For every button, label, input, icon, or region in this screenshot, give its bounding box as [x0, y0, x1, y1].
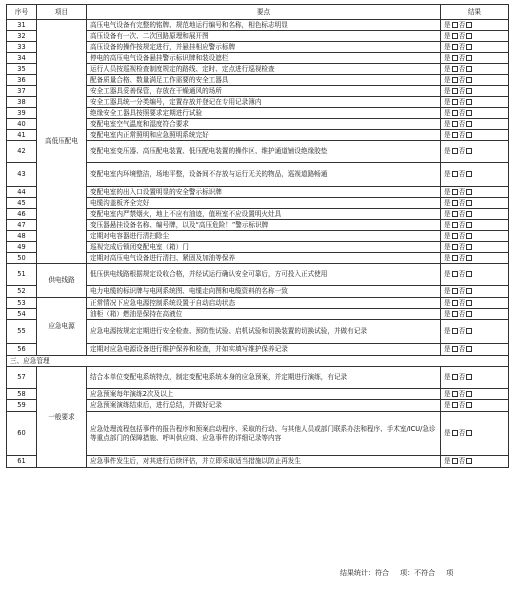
row-number: 38 — [7, 97, 37, 108]
result-no-checkbox[interactable] — [466, 402, 472, 408]
result-no-checkbox[interactable] — [466, 132, 472, 138]
result-yes-label: 是 — [444, 309, 451, 318]
requirement-text: 变配电室内正常照明和应急照明系统完好 — [87, 130, 441, 141]
row-number: 61 — [7, 456, 37, 468]
result-no-label: 否 — [458, 429, 466, 438]
result-no-checkbox[interactable] — [466, 33, 472, 39]
row-number: 43 — [7, 163, 37, 187]
category-cell: 供电线路 — [37, 264, 87, 298]
result-no-checkbox[interactable] — [466, 300, 472, 306]
result-no-label: 否 — [458, 31, 466, 40]
requirement-text: 应急预案每年演练2次及以上 — [87, 389, 441, 400]
result-no-checkbox[interactable] — [466, 77, 472, 83]
result-yes-checkbox[interactable] — [452, 121, 458, 127]
result-yes-checkbox[interactable] — [452, 88, 458, 94]
table-body — [7, 20, 509, 468]
result-cell — [441, 320, 509, 344]
result-yes-label: 是 — [444, 298, 451, 307]
result-cell — [441, 344, 509, 356]
requirement-text: 应急电源按规定定期进行安全检查、预防性试验、启机试验和切换装置的切换试验，并做有记录 — [87, 320, 441, 344]
result-no-label: 否 — [458, 220, 466, 229]
result-no-checkbox[interactable] — [466, 171, 472, 177]
row-number: 47 — [7, 220, 37, 231]
result-yes-label: 是 — [444, 253, 451, 262]
row-number: 50 — [7, 253, 37, 264]
header-requirement: 要点 — [87, 5, 441, 20]
result-yes-checkbox[interactable] — [452, 458, 458, 464]
requirement-text: 正常情况下应急电源控制系统设置于自动启动状态 — [87, 298, 441, 309]
result-cell — [441, 286, 509, 298]
result-no-checkbox[interactable] — [466, 222, 472, 228]
result-cell — [441, 220, 509, 231]
result-yes-checkbox[interactable] — [452, 200, 458, 206]
requirement-text: 安全工器具妥善保管，存放在干燥通风的场所 — [87, 86, 441, 97]
requirement-text: 停电的高压电气设备悬挂警示标识牌和装设遮栏 — [87, 53, 441, 64]
table-row — [7, 20, 509, 31]
result-cell — [441, 130, 509, 141]
result-no-checkbox[interactable] — [466, 121, 472, 127]
result-no-label: 否 — [458, 327, 466, 336]
result-no-checkbox[interactable] — [466, 88, 472, 94]
result-no-label: 否 — [458, 457, 466, 466]
result-yes-checkbox[interactable] — [452, 110, 458, 116]
row-number: 44 — [7, 187, 37, 198]
result-yes-checkbox[interactable] — [452, 44, 458, 50]
section-title: 三、应急管理 — [7, 356, 509, 367]
requirement-text: 定期对电容器进行清扫除尘 — [87, 231, 441, 242]
summary-item1: 项： — [400, 569, 415, 577]
result-yes-label: 是 — [444, 270, 451, 279]
result-no-label: 否 — [458, 170, 466, 179]
requirement-text: 低压供电线路根据规定设收合格，并经试运行确认安全可靠后，方可投入正式使用 — [87, 264, 441, 286]
result-yes-label: 是 — [444, 389, 451, 398]
row-number: 45 — [7, 198, 37, 209]
result-yes-checkbox[interactable] — [452, 374, 458, 380]
result-yes-label: 是 — [444, 20, 451, 29]
result-yes-label: 是 — [444, 31, 451, 40]
result-yes-checkbox[interactable] — [452, 66, 458, 72]
result-no-label: 否 — [458, 130, 466, 139]
result-yes-label: 是 — [444, 209, 451, 218]
result-no-checkbox[interactable] — [466, 66, 472, 72]
result-cell — [441, 389, 509, 400]
result-no-label: 否 — [458, 53, 466, 62]
result-yes-label: 是 — [444, 147, 451, 156]
result-yes-label: 是 — [444, 231, 451, 240]
section-row — [7, 356, 509, 367]
requirement-text: 电缆沟盖板齐全完好 — [87, 198, 441, 209]
requirement-text: 高压设备的操作按规定进行，并悬挂相应警示标牌 — [87, 42, 441, 53]
result-yes-label: 是 — [444, 220, 451, 229]
result-cell — [441, 86, 509, 97]
result-no-label: 否 — [458, 97, 466, 106]
header-category: 项目 — [37, 5, 87, 20]
result-no-label: 否 — [458, 298, 466, 307]
inspection-table — [6, 4, 509, 468]
result-no-label: 否 — [458, 209, 466, 218]
result-no-label: 否 — [458, 75, 466, 84]
requirement-text: 绝缘安全工器具按照要求定期进行试验 — [87, 108, 441, 119]
result-no-label: 否 — [458, 198, 466, 207]
row-number: 31 — [7, 20, 37, 31]
row-number: 48 — [7, 231, 37, 242]
result-summary — [340, 568, 453, 578]
result-yes-label: 是 — [444, 345, 451, 354]
result-yes-checkbox[interactable] — [452, 55, 458, 61]
summary-pass: 符合 — [375, 569, 389, 577]
row-number: 55 — [7, 320, 37, 344]
result-cell — [441, 119, 509, 130]
result-yes-checkbox[interactable] — [452, 222, 458, 228]
row-number: 54 — [7, 309, 37, 320]
result-yes-label: 是 — [444, 187, 451, 196]
result-yes-checkbox[interactable] — [452, 132, 458, 138]
result-yes-label: 是 — [444, 242, 451, 251]
result-cell — [441, 298, 509, 309]
result-no-checkbox[interactable] — [466, 430, 472, 436]
result-cell — [441, 75, 509, 86]
result-no-checkbox[interactable] — [466, 110, 472, 116]
requirement-text: 变配电室变压器、高压配电装置、低压配电装置的操作区、维护通道铺设绝缘胶垫 — [87, 141, 441, 163]
result-no-checkbox[interactable] — [466, 55, 472, 61]
requirement-text: 配备质量合格、数量满足工作需要的安全工器具 — [87, 75, 441, 86]
summary-fail: 不符合 — [414, 569, 436, 577]
row-number: 51 — [7, 264, 37, 286]
result-yes-checkbox[interactable] — [452, 328, 458, 334]
requirement-text: 变配电室的出入口设置明显的安全警示标识牌 — [87, 187, 441, 198]
row-number: 35 — [7, 64, 37, 75]
result-no-checkbox[interactable] — [466, 374, 472, 380]
result-yes-label: 是 — [444, 64, 451, 73]
result-yes-label: 是 — [444, 42, 451, 51]
result-cell — [441, 231, 509, 242]
row-number: 60 — [7, 412, 37, 456]
requirement-text: 应急事件发生后，对其进行后续评估，并立即采取适当措施以防止再发生 — [87, 456, 441, 468]
result-yes-label: 是 — [444, 86, 451, 95]
requirement-text: 变配电室空气温度和湿度符合要求 — [87, 119, 441, 130]
result-cell — [441, 20, 509, 31]
row-number: 58 — [7, 389, 37, 400]
summary-item2: 项 — [446, 569, 454, 577]
row-number: 53 — [7, 298, 37, 309]
result-yes-checkbox[interactable] — [452, 402, 458, 408]
row-number: 46 — [7, 209, 37, 220]
result-cell — [441, 31, 509, 42]
result-yes-label: 是 — [444, 401, 451, 410]
requirement-text: 巡视完成后锁闭变配电室（箱）门 — [87, 242, 441, 253]
result-yes-label: 是 — [444, 170, 451, 179]
result-yes-checkbox[interactable] — [452, 430, 458, 436]
result-no-checkbox[interactable] — [466, 271, 472, 277]
requirement-text: 安全工器具统一分类编号，定置存放并登记在专用记录簿内 — [87, 97, 441, 108]
result-cell — [441, 400, 509, 412]
result-yes-checkbox[interactable] — [452, 391, 458, 397]
row-number: 57 — [7, 367, 37, 389]
row-number: 49 — [7, 242, 37, 253]
result-yes-label: 是 — [444, 108, 451, 117]
result-yes-checkbox[interactable] — [452, 33, 458, 39]
result-no-checkbox[interactable] — [466, 458, 472, 464]
row-number: 40 — [7, 119, 37, 130]
row-number: 36 — [7, 75, 37, 86]
result-cell — [441, 253, 509, 264]
row-number: 37 — [7, 86, 37, 97]
result-no-label: 否 — [458, 108, 466, 117]
result-no-label: 否 — [458, 287, 466, 296]
row-number: 56 — [7, 344, 37, 356]
requirement-text: 油柜（箱）燃油是保持在高液位 — [87, 309, 441, 320]
row-number: 41 — [7, 130, 37, 141]
result-yes-label: 是 — [444, 97, 451, 106]
result-yes-label: 是 — [444, 75, 451, 84]
result-yes-checkbox[interactable] — [452, 300, 458, 306]
result-no-checkbox[interactable] — [466, 200, 472, 206]
result-no-label: 否 — [458, 231, 466, 240]
result-cell — [441, 456, 509, 468]
category-cell: 高低压配电 — [37, 20, 87, 264]
result-no-label: 否 — [458, 119, 466, 128]
result-cell — [441, 209, 509, 220]
result-no-label: 否 — [458, 253, 466, 262]
result-no-label: 否 — [458, 401, 466, 410]
requirement-text: 变压器悬挂设备名称、编号牌，以及“高压危险！”警示标识牌 — [87, 220, 441, 231]
result-no-checkbox[interactable] — [466, 288, 472, 294]
result-yes-checkbox[interactable] — [452, 346, 458, 352]
requirement-text: 高压电气设备有完整的铭牌、规范地运行编号和名称，相色标志明显 — [87, 20, 441, 31]
header-num: 序号 — [7, 5, 37, 20]
requirement-text: 变配电室内严禁烟火，地上不应有油迹，值班室不应设置明火灶具 — [87, 209, 441, 220]
result-no-checkbox[interactable] — [466, 255, 472, 261]
requirement-text: 高压设备有一次、二次回路原理和展开图 — [87, 31, 441, 42]
requirement-text: 运行人员按巡视检查制度规定的路线、定时、定点进行巡视检查 — [87, 64, 441, 75]
result-no-label: 否 — [458, 389, 466, 398]
result-no-checkbox[interactable] — [466, 311, 472, 317]
requirement-text: 结合本单位变配电系统特点，制定变配电系统本身的应急预案，并定期进行演练，有记录 — [87, 367, 441, 389]
result-no-checkbox[interactable] — [466, 244, 472, 250]
result-no-checkbox[interactable] — [466, 189, 472, 195]
result-no-checkbox[interactable] — [466, 99, 472, 105]
result-no-label: 否 — [458, 64, 466, 73]
result-yes-checkbox[interactable] — [452, 311, 458, 317]
table-row — [7, 298, 509, 309]
result-yes-label: 是 — [444, 457, 451, 466]
table-row — [7, 367, 509, 389]
result-yes-label: 是 — [444, 327, 451, 336]
result-no-label: 否 — [458, 345, 466, 354]
result-no-label: 否 — [458, 42, 466, 51]
row-number: 42 — [7, 141, 37, 163]
result-no-checkbox[interactable] — [466, 148, 472, 154]
result-no-checkbox[interactable] — [466, 346, 472, 352]
result-yes-checkbox[interactable] — [452, 244, 458, 250]
result-yes-checkbox[interactable] — [452, 99, 458, 105]
result-yes-checkbox[interactable] — [452, 148, 458, 154]
result-yes-checkbox[interactable] — [452, 77, 458, 83]
result-yes-checkbox[interactable] — [452, 189, 458, 195]
requirement-text: 应急预案演练结束后，进行总结，并做好记录 — [87, 400, 441, 412]
result-yes-label: 是 — [444, 287, 451, 296]
result-no-label: 否 — [458, 86, 466, 95]
row-number: 39 — [7, 108, 37, 119]
summary-label: 结果统计： — [340, 569, 375, 577]
result-no-label: 否 — [458, 242, 466, 251]
category-cell: 一般要求 — [37, 367, 87, 468]
result-no-label: 否 — [458, 147, 466, 156]
requirement-text: 电力电缆的标识牌与电网系统图、电缆走向图和电缆资料的名称一致 — [87, 286, 441, 298]
requirement-text: 应急处理流程包括事件的报告程序和预案启动程序、采取的行动、与其他人员或部门联系办法和程序、手术室/ICU/急诊等重点部门的保障措施、呼叫供应商、应急事件的详细记录等内容 — [87, 412, 441, 456]
row-number: 33 — [7, 42, 37, 53]
result-no-checkbox[interactable] — [466, 328, 472, 334]
row-number: 34 — [7, 53, 37, 64]
result-no-checkbox[interactable] — [466, 233, 472, 239]
result-yes-checkbox[interactable] — [452, 271, 458, 277]
table-header-row — [7, 5, 509, 20]
requirement-text: 定期对高压电气设备进行清扫、紧固及加油等保养 — [87, 253, 441, 264]
result-yes-checkbox[interactable] — [452, 288, 458, 294]
requirement-text: 定期对应急电源设备进行维护保养和检查，并如实填写维护保养记录 — [87, 344, 441, 356]
result-no-label: 否 — [458, 187, 466, 196]
row-number: 52 — [7, 286, 37, 298]
result-cell — [441, 97, 509, 108]
result-yes-label: 是 — [444, 198, 451, 207]
result-no-checkbox[interactable] — [466, 44, 472, 50]
result-cell — [441, 163, 509, 187]
result-cell — [441, 187, 509, 198]
result-no-checkbox[interactable] — [466, 211, 472, 217]
result-cell — [441, 242, 509, 253]
result-yes-label: 是 — [444, 429, 451, 438]
header-result: 结果 — [441, 5, 509, 20]
result-cell — [441, 264, 509, 286]
result-cell — [441, 198, 509, 209]
result-no-label: 否 — [458, 270, 466, 279]
result-cell — [441, 412, 509, 456]
requirement-text: 变配电室内环境整洁，场地平整，设备间不存放与运行无关的物品，巡视道路畅通 — [87, 163, 441, 187]
result-yes-label: 是 — [444, 119, 451, 128]
table-row — [7, 264, 509, 286]
result-no-checkbox[interactable] — [466, 391, 472, 397]
result-no-checkbox[interactable] — [466, 22, 472, 28]
result-yes-label: 是 — [444, 130, 451, 139]
result-yes-label: 是 — [444, 373, 451, 382]
result-cell — [441, 108, 509, 119]
result-no-label: 否 — [458, 20, 466, 29]
result-no-label: 否 — [458, 309, 466, 318]
result-cell — [441, 367, 509, 389]
result-cell — [441, 141, 509, 163]
result-yes-checkbox[interactable] — [452, 171, 458, 177]
result-cell — [441, 64, 509, 75]
result-yes-checkbox[interactable] — [452, 22, 458, 28]
category-cell: 应急电源 — [37, 298, 87, 356]
result-yes-checkbox[interactable] — [452, 255, 458, 261]
result-cell — [441, 309, 509, 320]
result-yes-checkbox[interactable] — [452, 233, 458, 239]
row-number: 32 — [7, 31, 37, 42]
result-cell — [441, 53, 509, 64]
result-yes-label: 是 — [444, 53, 451, 62]
row-number: 59 — [7, 400, 37, 412]
result-cell — [441, 42, 509, 53]
result-no-label: 否 — [458, 373, 466, 382]
result-yes-checkbox[interactable] — [452, 211, 458, 217]
